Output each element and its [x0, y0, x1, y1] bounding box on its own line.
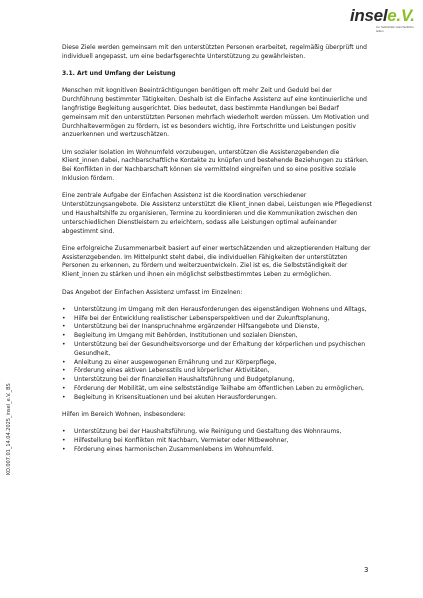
housing-list-intro: Hilfen im Bereich Wohnen, insbesondere:: [62, 411, 186, 419]
paragraph-1: Menschen mit kognitiven Beeinträchtigungen benötigen oft mehr Zeit und Geduld bei der Durchführung bestimmter Tätigkeiten. Deshalb ist die Einfache Assistenz auf eine kontinuierliche und langfristige Begleitung ausgerichtet. Dies bedeutet, dass bestimmte Handlungen bei Bedarf gemeinsam mit den unterstützten Personen mehrfach wiederholt werden müssen. Um Motivation und Durchhaltevermögen zu fördern, ist es besonders wichtig, ihre Fortschritte und Leistungen positiv anzuerkennen und wertzuschätzen.: [62, 87, 369, 139]
logo-tagline: zur Selbsthilfe Ganzheitliche Hilfen: [376, 25, 414, 33]
logo-insel-text: insel: [350, 6, 388, 25]
service-list: [62, 306, 372, 403]
list-item: • Förderung eines harmonischen Zusammenlebens im Wohnumfeld.: [62, 446, 372, 455]
logo-wordmark: [350, 7, 415, 25]
document-code: KO.007.01_14.04.2025_insel_e.V._BS: [6, 383, 12, 475]
paragraph-2: Um sozialer Isolation im Wohnumfeld vorzubeugen, unterstützen die Assistenzgebenden die Klient_innen dabei, nachbarschaftliche Kontakte zu knüpfen und bestehende Beziehungen zu stärken. Bei Konflikten in der Nachbarschaft können sie vermittelnd eingreifen und so eine positive soziale Inklusion fördern.: [62, 148, 369, 183]
intro-paragraph: Diese Ziele werden gemeinsam mit den unterstützten Personen erarbeitet, regelmäßig überprüft und individuell angepasst, um eine bedarfsgerechte Unterstützung zu gewährleisten.: [62, 44, 367, 60]
list-item: • Unterstützung bei der Inanspruchnahme ergänzender Hilfsangebote und Dienste,: [62, 323, 372, 332]
list-item: • Begleitung im Umgang mit Behörden, Institutionen und sozialen Diensten,: [62, 332, 372, 341]
list-item: • Anleitung zu einer ausgewogenen Ernährung und zur Körperpflege,: [62, 359, 372, 368]
document-body: [62, 44, 372, 463]
logo-ev-text: e.V.: [387, 6, 415, 25]
list-item: • Förderung der Mobilität, um eine selbstständige Teilhabe am öffentlichen Leben zu ermöglichen,: [62, 385, 372, 394]
list-item: • Unterstützung bei der Haushaltsführung, wie Reinigung und Gestaltung des Wohnraums,: [62, 428, 372, 437]
paragraph-4: Eine erfolgreiche Zusammenarbeit basiert auf einer wertschätzenden und akzeptierenden Haltung der Assistenzgebenden. Im Mittelpunkt steht dabei, die individuellen Fähigkeiten der unterstützten Personen zu erkennen, zu fördern und weiterzuentwickeln. Ziel ist es, die Selbstständigkeit der Klient_innen zu stärken und ihnen ein möglichst selbstbestimmtes Leben zu ermöglichen.: [62, 244, 371, 279]
list-item: • Hilfestellung bei Konflikten mit Nachbarn, Vermieter oder Mitbewohner,: [62, 437, 372, 446]
housing-list: [62, 428, 372, 454]
insel-logo: [350, 7, 416, 39]
list-item: • Förderung eines aktiven Lebensstils und körperlicher Aktivitäten,: [62, 367, 372, 376]
list-intro: Das Angebot der Einfachen Assistenz umfasst im Einzelnen:: [62, 288, 243, 296]
list-item: • Hilfe bei der Entwicklung realistischer Lebensperspektiven und der Zukunftsplanung,: [62, 315, 372, 324]
list-item: • Unterstützung bei der Gesundheitsvorsorge und der Erhaltung der körperlichen und psychischen Gesundheit,: [62, 341, 372, 359]
list-item: • Unterstützung im Umgang mit den Herausforderungen des eigenständigen Wohnens und Alltags,: [62, 306, 372, 315]
list-item: • Begleitung in Krisensituationen und bei akuten Herausforderungen.: [62, 394, 372, 403]
page-number: 3: [364, 566, 369, 574]
section-heading: 3.1. Art und Umfang der Leistung: [62, 70, 176, 78]
paragraph-3: Eine zentrale Aufgabe der Einfachen Assistenz ist die Koordination verschiedener Unterstützungsangebote. Die Assistenz unterstützt die Klient_innen dabei, Leistungen wie Pflegedienst und Haushaltshilfe zu organisieren, Termine zu koordinieren und die Kommunikation zwischen den unterschiedlichen Dienstleistern zu erleichtern, sodass alle Leistungen optimal aufeinander abgestimmt sind.: [62, 192, 372, 235]
list-item: • Unterstützung bei der finanziellen Haushaltsführung und Budgetplanung,: [62, 376, 372, 385]
